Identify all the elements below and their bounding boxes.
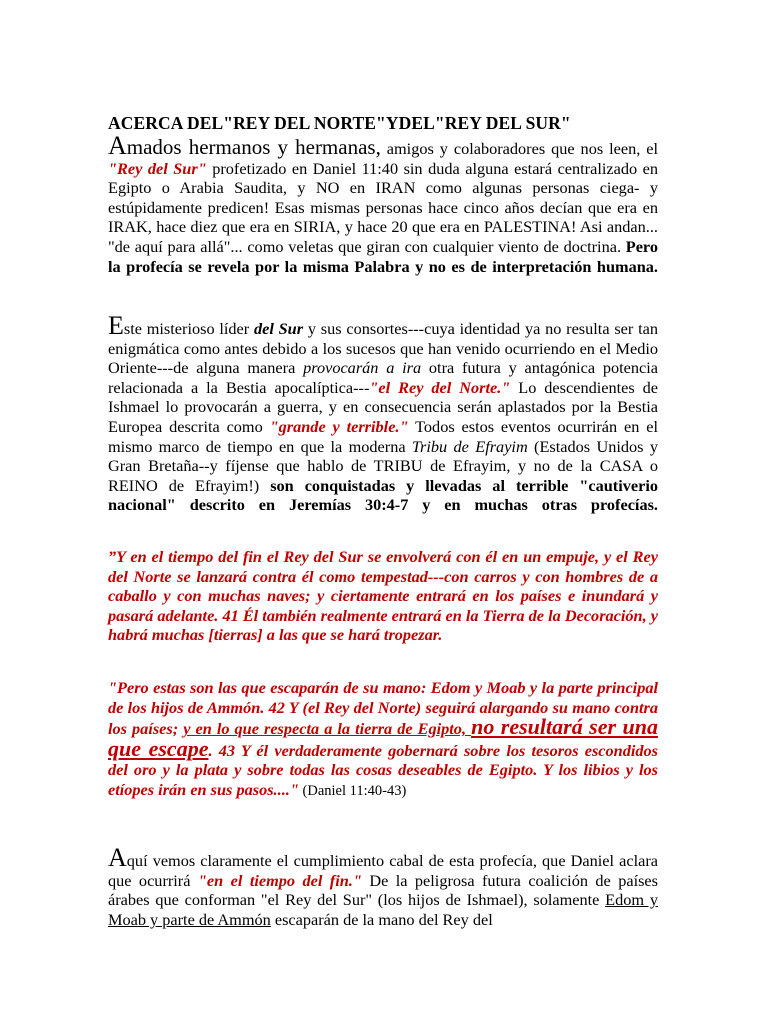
bible-reference: (Daniel 11:40-43) — [298, 782, 407, 799]
drop-cap: A — [108, 131, 127, 160]
paragraph-lider-del-sur: Este misterioso líder del Sur y sus consortes---cuya identidad ya no resulta ser tan enigmática como antes debido a los sucesos que han venido ocurriendo en el Medio Oriente---de alguna manera provocarán a ira otra futura y antagónica potencia relacionada a la Bestia apocalíptica---"el Rey del Norte." Lo descendientes de Ishmael lo provocarán a guerra, y en consecuencia serán aplastados por la Bestia Europea descrita como "grande y terrible." Todos estos eventos ocurrirán en el mismo marco de tiempo en que la moderna Tribu de Efrayim (Estados Unidos y Gran Bretaña--y fíjense que hablo de TRIBU de Efrayim, y no de la CASA o REINO de Efrayim!) son conquistadas y llevadas al terrible "cautiverio nacional" descrito en Jeremías 30:4-7 y en muchas otras profecías. — [108, 311, 659, 515]
paragraph-quote-daniel-11-40: ”Y en el tiempo del fin el Rey del Sur se envolverá con él en un empuje, y el Rey del Norte se lanzará contra él como tempestad---con carros y con hombres de a caballo y con muchas naves; y ciertamente entrará en los países e inundará y pasará adelante. 41 Él también realmente entrará en la Tierra de la Decoración, y habrá muchas [tierras] a las que se hará tropezar. — [108, 547, 658, 645]
intro-lead: mados hermanos y hermanas, — [126, 135, 381, 159]
paragraph-cumplimiento: Aquí vemos claramente el cumplimiento cabal de esta profecía, que Daniel aclara que ocurrirá "en el tiempo del fin." De la peligrosa futura coalición de países árabes que conforman "el Rey del Sur" (los hijos de Ishmael), solamente Edom y Moab y parte de Ammón escaparán de la mano del Rey del — [108, 843, 658, 929]
paragraph-intro: Amados hermanos y hermanas, amigos y colaboradores que nos leen, el "Rey del Sur" profetizado en Daniel 11:40 sin duda alguna estará centralizado en Egipto o Arabia Saudita, y NO en IRAN como algunas personas ciega- y estúpidamente predicen! Esas mismas personas hace cinco años decían que era en IRAK, hace diez que era en SIRIA, y hace 20 que era en PALESTINA! Asi andan... "de aquí para allá"... como veletas que giran con cualquier viento de doctrina. Pero la profecía se revela por la misma Palabra y no es de interpretación humana. — [108, 131, 658, 276]
drop-cap: E — [108, 311, 124, 340]
rey-del-sur-emphasis: "Rey del Sur" — [108, 158, 207, 178]
paragraph-quote-daniel-11-41: "Pero estas son las que escaparán de su mano: Edom y Moab y la parte principal de los hijos de Ammón. 42 Y (el Rey del Norte) seguirá alargando su mano contra los países; y en lo que respecta a la tierra de Egipto, no resultará ser una que escape. 43 Y él verdaderamente gobernará sobre los tesoros escondidos del oro y la plata y sobre todas las cosas deseables de Egipto. Y los libios y los etíopes irán en sus pasos...." (Daniel 11:40-43) — [108, 678, 659, 799]
drop-cap: A — [108, 843, 127, 872]
document-title: ACERCA DEL"REY DEL NORTE"YDEL"REY DEL SUR" — [108, 113, 571, 133]
